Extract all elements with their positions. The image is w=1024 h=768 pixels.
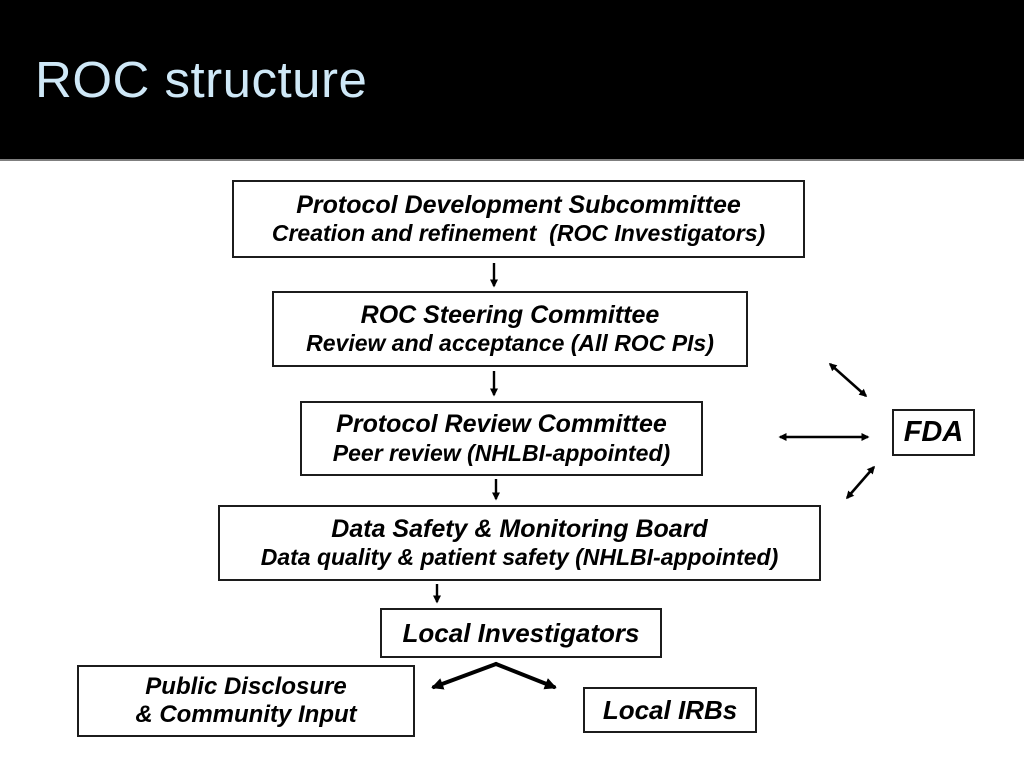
box-title: ROC Steering Committee: [360, 300, 660, 329]
box-title: Protocol Development Subcommittee: [296, 190, 741, 219]
box-title: Local Investigators: [402, 617, 640, 648]
box-subtitle: Review and acceptance (All ROC PIs): [306, 330, 714, 357]
box-fda: [892, 409, 975, 456]
box-subtitle: Data quality & patient safety (NHLBI-appointed): [260, 544, 779, 571]
arrow-localinv-to-irbs: [496, 664, 554, 687]
box-title: Public Disclosure: [145, 672, 347, 700]
box-subtitle: Peer review (NHLBI-appointed): [332, 439, 671, 466]
box-title: FDA: [903, 416, 964, 449]
box-title: Protocol Review Committee: [336, 410, 667, 439]
box-public-disclosure-community-input: [77, 665, 415, 737]
header-divider: [0, 159, 1024, 161]
box-roc-steering-committee: [272, 291, 748, 367]
slide-header-band: [0, 0, 1024, 159]
box-subtitle: & Community Input: [135, 701, 357, 728]
box-local-irbs: [583, 687, 757, 733]
box-title: Data Safety & Monitoring Board: [331, 514, 708, 543]
box-subtitle: Creation and refinement (ROC Investigators): [271, 220, 766, 247]
box-data-safety-monitoring-board: [218, 505, 821, 581]
box-protocol-development-subcommittee: [232, 180, 805, 258]
arrow-steering-fda: [830, 364, 866, 396]
slide-title: ROC structure: [35, 51, 368, 108]
arrow-localinv-to-public: [434, 664, 496, 687]
box-title: Local IRBs: [602, 694, 738, 725]
arrow-dsmb-fda: [847, 467, 874, 498]
box-local-investigators: [380, 608, 662, 658]
box-protocol-review-committee: [300, 401, 703, 476]
